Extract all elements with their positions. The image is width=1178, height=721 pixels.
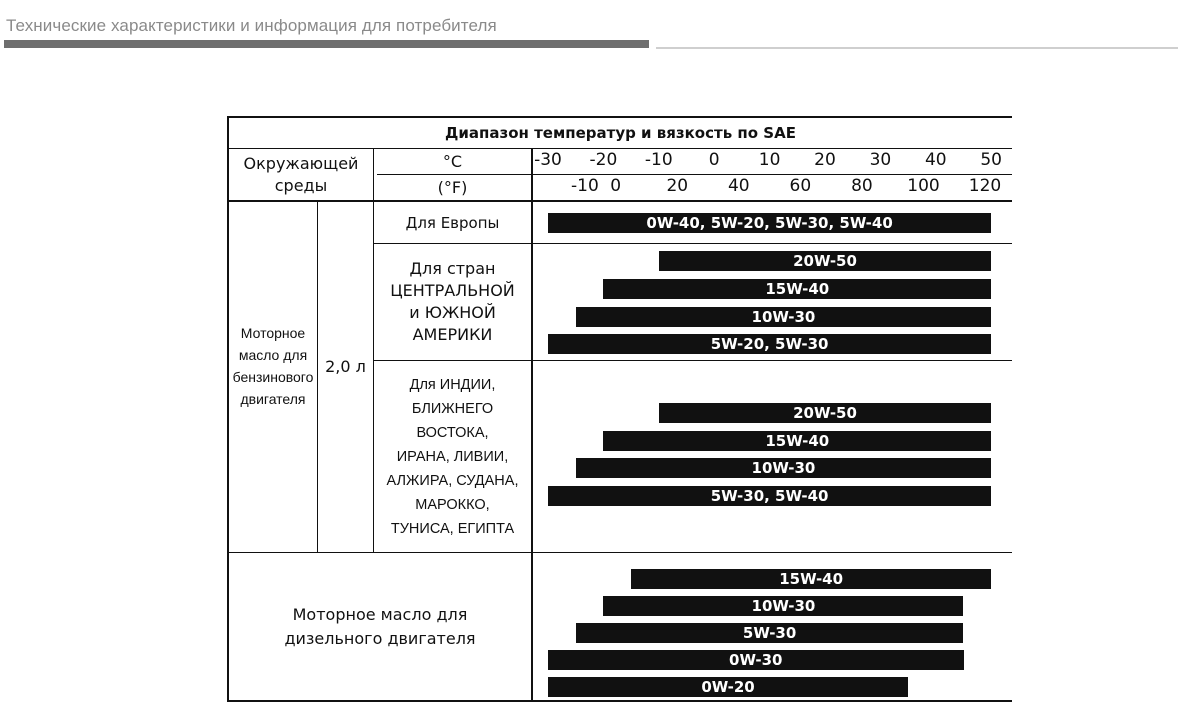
region-europe: Для Европы <box>405 213 500 232</box>
diesel-oil-label: Моторное масло для дизельного двигателя <box>284 604 476 648</box>
viscosity-bar-label: 10W-30 <box>751 459 816 477</box>
viscosity-bar-label: 10W-30 <box>751 308 816 326</box>
viscosity-bar-label: 10W-30 <box>751 597 816 615</box>
celsius-tick: 30 <box>869 150 892 170</box>
unit-celsius: °C <box>442 152 463 171</box>
viscosity-bar-label: 20W-50 <box>793 252 857 270</box>
viscosity-bar-label: 5W-30, 5W-40 <box>710 487 829 505</box>
region-americas: Для стран ЦЕНТРАЛЬНОЙ и ЮЖНОЙ АМЕРИКИ <box>390 259 515 344</box>
celsius-tick: 50 <box>980 150 1003 170</box>
viscosity-table <box>227 116 1012 702</box>
celsius-tick: -30 <box>534 150 562 170</box>
celsius-tick: 10 <box>758 150 781 170</box>
rule-chart-left <box>531 148 533 702</box>
viscosity-bar-label: 0W-30 <box>729 651 783 669</box>
celsius-tick: -10 <box>644 150 673 170</box>
header-underline-dark <box>4 40 649 48</box>
fahrenheit-tick: 60 <box>789 176 812 196</box>
viscosity-bar-label: 0W-20 <box>701 678 755 696</box>
viscosity-bar-label: 20W-50 <box>793 404 857 422</box>
oil-volume: 2,0 л <box>325 356 366 376</box>
petrol-oil-label: Моторное масло для бензинового двигателя <box>232 325 314 407</box>
celsius-tick: 20 <box>814 150 836 170</box>
fahrenheit-tick: 20 <box>666 176 689 196</box>
viscosity-bar-label: 5W-20, 5W-30 <box>710 335 829 353</box>
header-underline-light <box>656 47 1178 49</box>
viscosity-bar-label: 15W-40 <box>765 432 830 450</box>
viscosity-bar-label: 5W-30 <box>742 624 797 642</box>
fahrenheit-tick: 100 <box>907 176 940 196</box>
celsius-tick: 0 <box>708 150 720 170</box>
fahrenheit-tick: -10 <box>571 176 599 196</box>
celsius-tick: 40 <box>924 150 947 170</box>
viscosity-bar-label: 15W-40 <box>779 570 844 588</box>
viscosity-bar-label: 15W-40 <box>765 280 830 298</box>
env-label: Окружающей среды <box>243 154 359 195</box>
table-border-bottom <box>227 700 1012 702</box>
fahrenheit-tick: 0 <box>610 176 622 196</box>
fahrenheit-tick: 80 <box>851 176 873 196</box>
section-header-title: Технические характеристики и информация для потребителя <box>6 16 497 35</box>
fahrenheit-tick: 40 <box>727 176 750 196</box>
region-india-mideast-africa: Для ИНДИИ, БЛИЖНЕГО ВОСТОКА, ИРАНА, ЛИВИИ, АЛЖИРА, СУДАНА, МАРОККО, ТУНИСА, ЕГИПТА <box>386 376 519 537</box>
unit-fahrenheit: (°F) <box>437 178 468 197</box>
viscosity-bar-label: 0W-40, 5W-20, 5W-30, 5W-40 <box>646 214 893 232</box>
table-title: Диапазон температур и вязкость по SAE <box>445 124 796 142</box>
fahrenheit-tick: 120 <box>968 176 1002 196</box>
celsius-tick: -20 <box>589 150 618 170</box>
